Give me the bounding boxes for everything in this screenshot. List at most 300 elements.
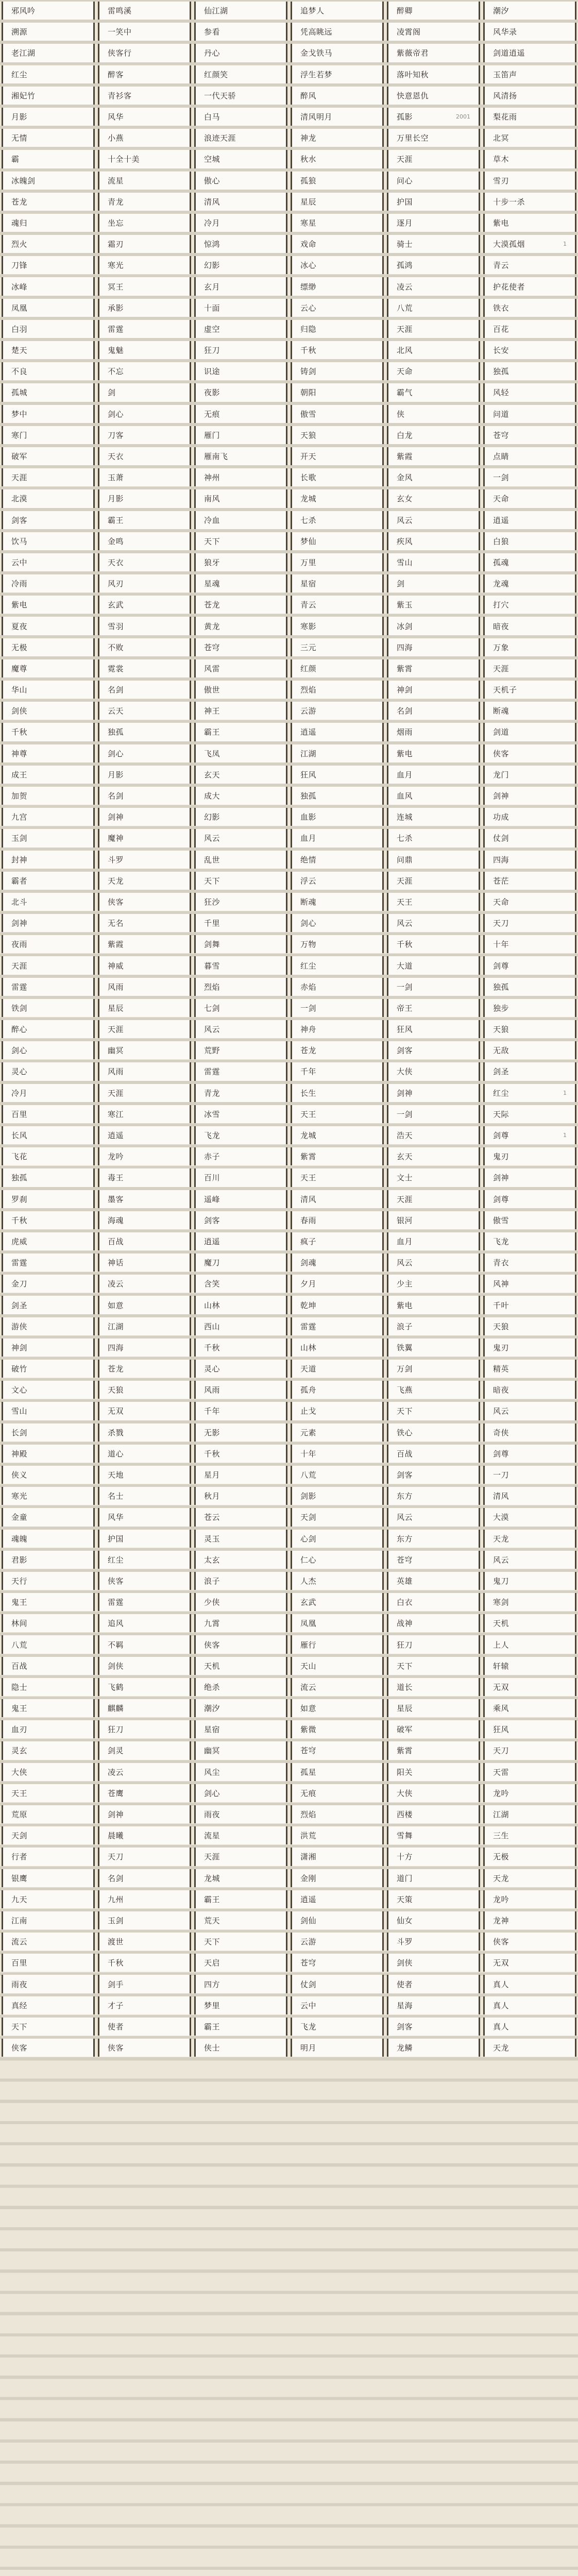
name-card[interactable] (483, 851, 576, 869)
name-card[interactable] (194, 1487, 287, 1505)
name-card[interactable] (194, 1211, 287, 1229)
name-card[interactable] (2, 1890, 95, 1908)
name-card[interactable] (291, 2039, 384, 2057)
name-card[interactable] (98, 87, 191, 105)
name-card[interactable] (98, 1699, 191, 1717)
name-card[interactable] (98, 320, 191, 338)
name-card[interactable] (2, 702, 95, 720)
name-card[interactable] (2, 1275, 95, 1293)
name-card[interactable] (194, 320, 287, 338)
name-card[interactable] (2, 1020, 95, 1038)
name-card[interactable] (194, 1657, 287, 1675)
name-card[interactable] (194, 1805, 287, 1823)
name-card[interactable] (291, 1232, 384, 1250)
name-card[interactable] (2, 1360, 95, 1378)
name-card[interactable] (98, 978, 191, 996)
name-card[interactable] (291, 1635, 384, 1653)
name-card[interactable] (483, 277, 576, 295)
name-card[interactable] (291, 1593, 384, 1611)
name-card[interactable] (98, 235, 191, 253)
name-card[interactable] (483, 1954, 576, 1972)
name-card[interactable] (387, 829, 480, 847)
name-card[interactable] (291, 1996, 384, 2014)
name-card[interactable] (483, 1062, 576, 1080)
name-card[interactable] (483, 574, 576, 592)
name-card[interactable] (98, 1848, 191, 1866)
name-card[interactable] (2, 129, 95, 147)
name-card[interactable] (291, 1678, 384, 1696)
name-card[interactable] (2, 1911, 95, 1929)
name-card[interactable] (2, 1253, 95, 1272)
name-card[interactable] (194, 1084, 287, 1102)
name-card[interactable] (387, 744, 480, 762)
name-card[interactable] (483, 829, 576, 847)
name-card[interactable] (194, 1720, 287, 1738)
name-card[interactable] (387, 1848, 480, 1866)
name-card[interactable] (483, 1508, 576, 1526)
name-card[interactable] (387, 1402, 480, 1420)
name-card[interactable] (291, 1190, 384, 1208)
name-card[interactable] (387, 1466, 480, 1484)
name-card[interactable] (387, 1041, 480, 1059)
name-card[interactable] (98, 1911, 191, 1929)
name-card[interactable] (98, 1657, 191, 1675)
name-card[interactable] (483, 1699, 576, 1717)
name-card[interactable] (2, 1296, 95, 1314)
name-card[interactable] (98, 1890, 191, 1908)
name-card[interactable] (194, 468, 287, 486)
name-card[interactable] (387, 1763, 480, 1781)
name-card[interactable] (291, 1126, 384, 1144)
name-card[interactable] (483, 256, 576, 274)
name-card[interactable] (194, 787, 287, 805)
name-card[interactable] (194, 978, 287, 996)
name-card[interactable] (291, 193, 384, 211)
name-card[interactable] (291, 108, 384, 126)
name-card[interactable] (483, 1381, 576, 1399)
name-card[interactable] (194, 723, 287, 741)
name-card[interactable] (291, 65, 384, 83)
name-card[interactable] (194, 193, 287, 211)
name-card[interactable] (2, 193, 95, 211)
name-card[interactable] (291, 978, 384, 996)
name-card[interactable] (98, 1296, 191, 1314)
name-card[interactable] (98, 956, 191, 974)
name-card[interactable] (2, 1593, 95, 1611)
name-card[interactable] (2, 532, 95, 550)
name-card[interactable] (291, 1168, 384, 1187)
name-card[interactable] (387, 1741, 480, 1759)
name-card[interactable] (387, 1996, 480, 2014)
name-card[interactable] (2, 299, 95, 317)
name-card[interactable] (483, 1487, 576, 1505)
name-card[interactable] (194, 829, 287, 847)
name-card[interactable] (291, 638, 384, 656)
name-card[interactable] (387, 1084, 480, 1102)
name-card[interactable] (291, 1275, 384, 1293)
name-card[interactable] (194, 872, 287, 890)
name-card[interactable] (194, 1869, 287, 1887)
name-card[interactable] (194, 1593, 287, 1611)
name-card[interactable] (483, 808, 576, 826)
name-card[interactable] (194, 1530, 287, 1548)
name-card[interactable] (2, 468, 95, 486)
name-card[interactable] (98, 1826, 191, 1844)
name-card[interactable] (291, 1253, 384, 1272)
name-card[interactable] (2, 808, 95, 826)
name-card[interactable] (483, 1296, 576, 1314)
name-card[interactable] (2, 744, 95, 762)
name-card[interactable] (483, 511, 576, 529)
name-card[interactable] (291, 1572, 384, 1590)
name-card[interactable] (98, 108, 191, 126)
name-card[interactable] (291, 596, 384, 614)
name-card[interactable] (291, 1487, 384, 1505)
name-card[interactable] (387, 553, 480, 571)
name-card[interactable] (387, 65, 480, 83)
name-card[interactable] (98, 1572, 191, 1590)
name-card[interactable] (387, 1445, 480, 1463)
name-card[interactable] (291, 172, 384, 190)
name-card[interactable] (483, 489, 576, 507)
name-card[interactable] (194, 1168, 287, 1187)
name-card[interactable] (483, 1232, 576, 1250)
name-card[interactable] (194, 999, 287, 1017)
name-card[interactable] (483, 723, 576, 741)
name-card[interactable] (2, 1933, 95, 1951)
name-card[interactable] (387, 723, 480, 741)
name-card[interactable] (98, 744, 191, 762)
name-card[interactable] (483, 341, 576, 359)
name-card[interactable] (291, 1445, 384, 1463)
name-card[interactable] (98, 2018, 191, 2036)
name-card[interactable] (98, 1996, 191, 2014)
name-card[interactable] (194, 172, 287, 190)
name-card[interactable] (98, 1105, 191, 1123)
name-card[interactable] (98, 214, 191, 232)
name-card[interactable] (194, 766, 287, 784)
name-card[interactable] (483, 999, 576, 1017)
name-card[interactable] (291, 468, 384, 486)
name-card[interactable] (2, 44, 95, 62)
name-card[interactable] (98, 1466, 191, 1484)
name-card[interactable] (387, 23, 480, 41)
name-card[interactable] (194, 447, 287, 465)
name-card[interactable] (98, 1147, 191, 1165)
name-card[interactable] (483, 1147, 576, 1165)
name-card[interactable] (2, 829, 95, 847)
name-card[interactable] (483, 1168, 576, 1187)
name-card[interactable] (291, 1338, 384, 1357)
name-card[interactable] (98, 532, 191, 550)
name-card[interactable] (483, 681, 576, 699)
name-card[interactable] (98, 1275, 191, 1293)
name-card[interactable] (2, 1975, 95, 1993)
name-card[interactable] (2, 1848, 95, 1866)
name-card[interactable] (483, 1126, 576, 1144)
name-card[interactable] (194, 44, 287, 62)
name-card[interactable] (387, 256, 480, 274)
name-card[interactable] (2, 489, 95, 507)
name-card[interactable] (483, 87, 576, 105)
name-card[interactable] (2, 1954, 95, 1972)
name-card[interactable] (291, 1975, 384, 1993)
name-card[interactable] (2, 935, 95, 953)
name-card[interactable] (2, 150, 95, 168)
name-card[interactable] (483, 914, 576, 932)
name-card[interactable] (387, 489, 480, 507)
name-card[interactable] (483, 23, 576, 41)
name-card[interactable] (98, 1551, 191, 1569)
name-card[interactable] (194, 214, 287, 232)
name-card[interactable] (291, 1147, 384, 1165)
name-card[interactable] (387, 893, 480, 911)
name-card[interactable] (98, 702, 191, 720)
name-card[interactable] (483, 787, 576, 805)
name-card[interactable] (98, 659, 191, 677)
name-card[interactable] (483, 1020, 576, 1038)
name-card[interactable] (483, 362, 576, 380)
name-card[interactable] (483, 1784, 576, 1802)
name-card[interactable] (387, 1126, 480, 1144)
name-card[interactable] (98, 1678, 191, 1696)
name-card[interactable] (194, 2, 287, 20)
name-card[interactable] (2, 1763, 95, 1781)
name-card[interactable] (387, 659, 480, 677)
name-card[interactable] (483, 935, 576, 953)
name-card[interactable] (387, 1423, 480, 1442)
name-card[interactable] (194, 65, 287, 83)
name-card[interactable] (194, 1423, 287, 1442)
name-card[interactable] (483, 108, 576, 126)
name-card[interactable] (2, 1317, 95, 1335)
name-card[interactable] (387, 341, 480, 359)
name-card[interactable] (2, 681, 95, 699)
name-card[interactable] (483, 1826, 576, 1844)
name-card[interactable] (387, 1508, 480, 1526)
name-card[interactable] (387, 1593, 480, 1611)
name-card[interactable] (291, 1296, 384, 1314)
name-card[interactable] (387, 1275, 480, 1293)
name-card[interactable] (2, 1635, 95, 1653)
name-card[interactable] (291, 1614, 384, 1632)
name-card[interactable] (194, 1126, 287, 1144)
name-card[interactable] (291, 23, 384, 41)
name-card[interactable] (387, 617, 480, 635)
name-card[interactable] (291, 702, 384, 720)
name-card[interactable] (483, 956, 576, 974)
name-card[interactable] (291, 489, 384, 507)
name-card[interactable] (387, 2039, 480, 2057)
name-card[interactable] (291, 256, 384, 274)
name-card[interactable] (387, 638, 480, 656)
name-card[interactable] (194, 956, 287, 974)
name-card[interactable] (483, 1996, 576, 2014)
name-card[interactable] (98, 914, 191, 932)
name-card[interactable] (291, 277, 384, 295)
name-card[interactable] (2, 1126, 95, 1144)
name-card[interactable] (98, 851, 191, 869)
name-card[interactable] (98, 193, 191, 211)
name-card[interactable] (291, 2018, 384, 2036)
name-card[interactable] (2, 256, 95, 274)
name-card[interactable] (98, 1720, 191, 1738)
name-card[interactable] (291, 1848, 384, 1866)
name-card[interactable] (194, 108, 287, 126)
name-card[interactable] (387, 766, 480, 784)
name-card[interactable] (483, 1741, 576, 1759)
name-card[interactable] (194, 1699, 287, 1717)
name-card[interactable] (291, 808, 384, 826)
name-card[interactable] (291, 914, 384, 932)
name-card[interactable] (98, 2039, 191, 2057)
name-card[interactable] (291, 362, 384, 380)
name-card[interactable] (483, 1848, 576, 1866)
name-card[interactable] (2, 405, 95, 423)
name-card[interactable] (194, 1996, 287, 2014)
name-card[interactable] (291, 1402, 384, 1420)
name-card[interactable] (98, 277, 191, 295)
name-card[interactable] (2, 1826, 95, 1844)
name-card[interactable] (291, 681, 384, 699)
name-card[interactable] (194, 935, 287, 953)
name-card[interactable] (483, 702, 576, 720)
name-card[interactable] (2, 235, 95, 253)
name-card[interactable] (2, 1211, 95, 1229)
name-card[interactable] (387, 1530, 480, 1548)
name-card[interactable] (2, 1996, 95, 2014)
name-card[interactable] (2, 362, 95, 380)
name-card[interactable] (98, 341, 191, 359)
name-card[interactable] (483, 1805, 576, 1823)
name-card[interactable] (483, 1869, 576, 1887)
name-card[interactable] (387, 299, 480, 317)
name-card[interactable] (194, 1678, 287, 1696)
name-card[interactable] (194, 1381, 287, 1399)
name-card[interactable] (291, 893, 384, 911)
name-card[interactable] (194, 23, 287, 41)
name-card[interactable] (2, 214, 95, 232)
name-card[interactable] (194, 1911, 287, 1929)
name-card[interactable] (387, 108, 480, 126)
name-card[interactable] (291, 1657, 384, 1675)
name-card[interactable] (194, 1614, 287, 1632)
name-card[interactable] (291, 787, 384, 805)
name-card[interactable] (2, 1466, 95, 1484)
name-card[interactable] (483, 65, 576, 83)
name-card[interactable] (387, 1551, 480, 1569)
name-card[interactable] (194, 553, 287, 571)
name-card[interactable] (2, 341, 95, 359)
name-card[interactable] (291, 235, 384, 253)
name-card[interactable] (291, 129, 384, 147)
name-card[interactable] (2, 1530, 95, 1548)
name-card[interactable] (98, 787, 191, 805)
name-card[interactable] (194, 574, 287, 592)
name-card[interactable] (2, 1572, 95, 1590)
name-card[interactable] (483, 426, 576, 444)
name-card[interactable] (194, 638, 287, 656)
name-card[interactable] (2, 1232, 95, 1250)
name-card[interactable] (483, 1317, 576, 1335)
name-card[interactable] (194, 341, 287, 359)
name-card[interactable] (291, 1041, 384, 1059)
name-card[interactable] (2, 851, 95, 869)
name-card[interactable] (291, 1933, 384, 1951)
name-card[interactable] (291, 935, 384, 953)
name-card[interactable] (291, 574, 384, 592)
name-card[interactable] (387, 1720, 480, 1738)
name-card[interactable] (98, 1041, 191, 1059)
name-card[interactable] (98, 1445, 191, 1463)
name-card[interactable] (2, 1445, 95, 1463)
name-card[interactable] (194, 299, 287, 317)
name-card[interactable] (2, 999, 95, 1017)
name-card[interactable] (98, 1423, 191, 1442)
name-card[interactable] (194, 744, 287, 762)
name-card[interactable] (2, 723, 95, 741)
name-card[interactable] (2, 1805, 95, 1823)
name-card[interactable] (291, 447, 384, 465)
name-card[interactable] (291, 87, 384, 105)
name-card[interactable] (291, 999, 384, 1017)
name-card[interactable] (194, 256, 287, 274)
name-card[interactable] (387, 1869, 480, 1887)
name-card[interactable] (98, 1402, 191, 1420)
name-card[interactable] (2, 1084, 95, 1102)
name-card[interactable] (194, 914, 287, 932)
name-card[interactable] (194, 87, 287, 105)
name-card[interactable] (387, 426, 480, 444)
name-card[interactable] (2, 766, 95, 784)
name-card[interactable] (194, 150, 287, 168)
name-card[interactable] (2, 1508, 95, 1526)
name-card[interactable] (483, 468, 576, 486)
name-card[interactable] (291, 1763, 384, 1781)
name-card[interactable] (98, 872, 191, 890)
name-card[interactable] (2, 108, 95, 126)
name-card[interactable] (98, 1190, 191, 1208)
name-card[interactable] (2, 1487, 95, 1505)
name-card[interactable] (98, 65, 191, 83)
name-card[interactable] (98, 638, 191, 656)
name-card[interactable] (98, 1360, 191, 1378)
name-card[interactable] (387, 1635, 480, 1653)
name-card[interactable] (291, 1508, 384, 1526)
name-card[interactable] (387, 1678, 480, 1696)
name-card[interactable] (194, 1466, 287, 1484)
name-card[interactable] (98, 489, 191, 507)
name-card[interactable] (194, 1784, 287, 1802)
name-card[interactable] (98, 299, 191, 317)
name-card[interactable] (98, 1232, 191, 1250)
name-card[interactable] (483, 235, 576, 253)
name-card[interactable] (98, 553, 191, 571)
name-card[interactable] (2, 617, 95, 635)
name-card[interactable] (387, 935, 480, 953)
name-card[interactable] (194, 1190, 287, 1208)
name-card[interactable] (98, 468, 191, 486)
name-card[interactable] (387, 447, 480, 465)
name-card[interactable] (387, 1699, 480, 1717)
name-card[interactable] (483, 1253, 576, 1272)
name-card[interactable] (2, 1147, 95, 1165)
name-card[interactable] (483, 44, 576, 62)
name-card[interactable] (291, 851, 384, 869)
name-card[interactable] (387, 468, 480, 486)
name-card[interactable] (483, 596, 576, 614)
name-card[interactable] (291, 405, 384, 423)
